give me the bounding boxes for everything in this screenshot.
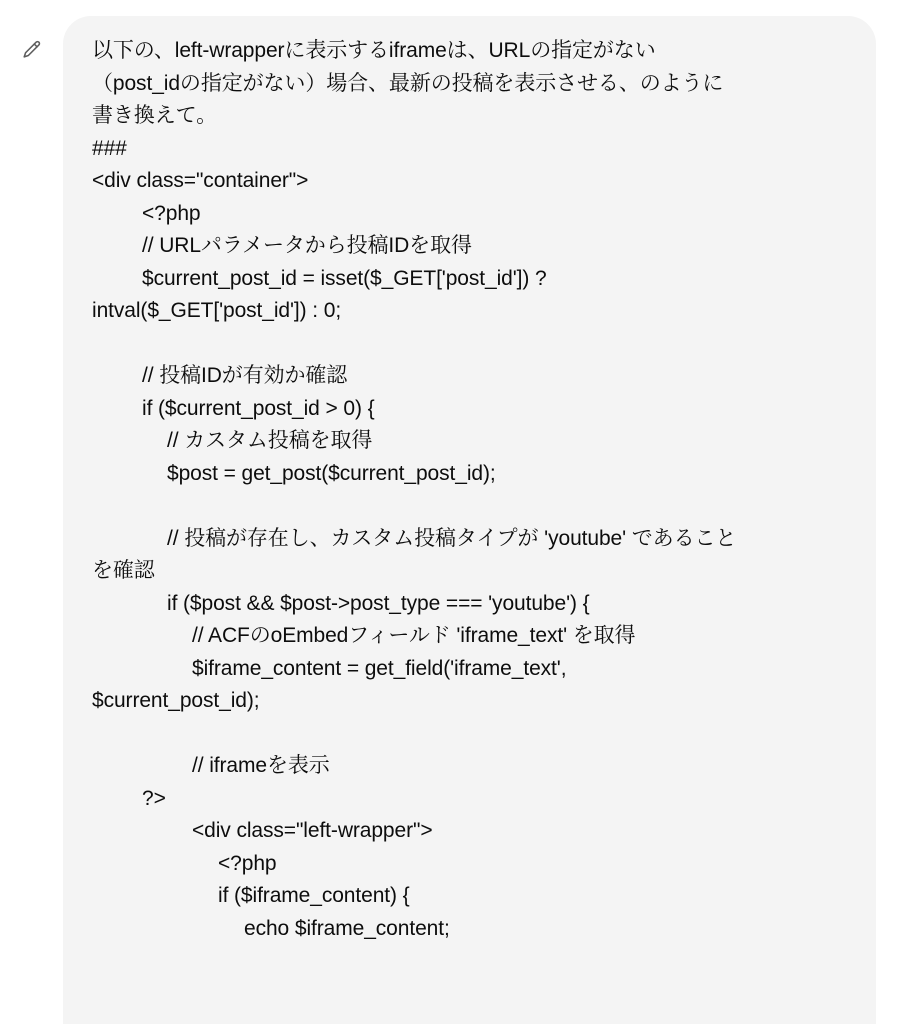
message-line: // カスタム投稿を取得 xyxy=(167,429,373,452)
message-line: ### xyxy=(92,136,127,160)
message-line: // 投稿IDが有効か確認 xyxy=(142,364,348,387)
user-message-bubble xyxy=(63,16,876,1024)
message-line: // 投稿が存在し、カスタム投稿タイプが 'youtube' であること xyxy=(167,526,737,550)
message-line xyxy=(92,328,848,361)
message-line: <div class="container"> xyxy=(92,169,309,192)
message-line: if ($post && $post->post_type === 'youtube') { xyxy=(167,591,590,615)
message-line: // iframeを表示 xyxy=(192,754,330,777)
message-line: （post_idの指定がない）場合、最新の投稿を表示させる、のように xyxy=(92,71,724,95)
message-line: echo $iframe_content; xyxy=(244,916,450,940)
message-line: // URLパラメータから投稿IDを取得 xyxy=(142,234,472,257)
message-line: <?php xyxy=(218,851,277,875)
pencil-icon xyxy=(21,39,43,61)
message-line: if ($current_post_id > 0) { xyxy=(142,396,375,420)
message-line xyxy=(92,490,848,523)
message-line: 以下の、left-wrapperに表示するiframeは、URLの指定がない xyxy=(92,39,656,62)
message-line: $post = get_post($current_post_id); xyxy=(167,461,496,485)
message-line: <?php xyxy=(142,201,201,225)
message-line: $iframe_content = get_field('iframe_text', xyxy=(192,656,567,680)
message-line: if ($iframe_content) { xyxy=(218,884,410,907)
message-line: 書き換えて。 xyxy=(92,104,217,127)
message-line xyxy=(92,718,848,751)
message-line: を確認 xyxy=(92,559,155,582)
message-line: ?> xyxy=(142,786,166,810)
message-line: <div class="left-wrapper"> xyxy=(192,819,433,842)
message-text xyxy=(92,35,848,945)
edit-message-button[interactable] xyxy=(18,36,46,64)
message-line: $current_post_id); xyxy=(92,689,260,712)
message-line: $current_post_id = isset($_GET['post_id']) ? xyxy=(142,266,547,290)
message-line: intval($_GET['post_id']) : 0; xyxy=(92,299,342,322)
message-line: // ACFのoEmbedフィールド 'iframe_text' を取得 xyxy=(192,624,636,647)
